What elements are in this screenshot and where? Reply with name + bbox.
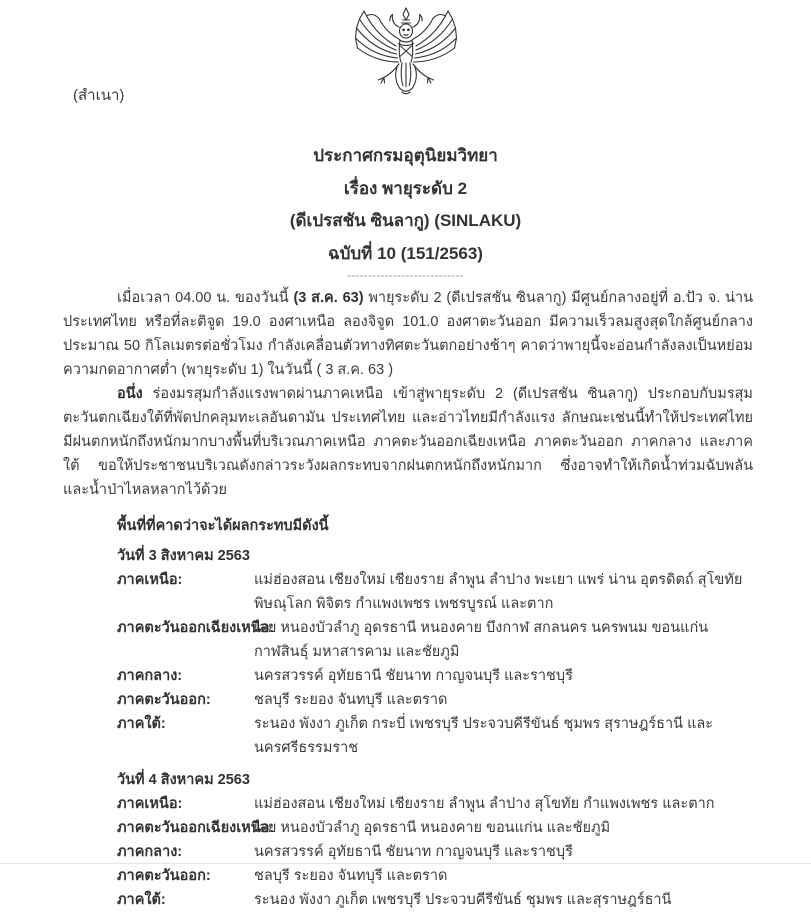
title-line-department: ประกาศกรมอุตุนิยมวิทยา: [313, 146, 498, 165]
region-label-south: ภาคใต้:: [117, 892, 166, 908]
region-provinces-east: ชลบุรี ระยอง จันทบุรี และตราด: [254, 692, 448, 708]
document-body: [63, 286, 753, 912]
impact-areas-heading: พื้นที่ที่คาดว่าจะได้ผลกระทบมีดังนี้: [117, 518, 329, 534]
region-label-east: ภาคตะวันออก:: [117, 868, 211, 884]
region-label-northeast: ภาคตะวันออกเฉียงเหนือ:: [117, 620, 275, 636]
impact-table-aug-3: [117, 568, 753, 760]
region-label-north: ภาคเหนือ:: [117, 572, 183, 588]
region-label-northeast: ภาคตะวันออกเฉียงเหนือ:: [117, 820, 275, 836]
region-label-east: ภาคตะวันออก:: [117, 692, 211, 708]
region-provinces-east: ชลบุรี ระยอง จันทบุรี และตราด: [254, 868, 448, 884]
paragraph-storm-position: [63, 286, 753, 382]
text-segment-bold-date: (3 ส.ค. 63): [293, 290, 364, 306]
region-provinces-north: แม่ฮ่องสอน เชียงใหม่ เชียงราย ลำพูน ลำปาง สุโขทัย กำแพงเพชร และตาก: [254, 796, 715, 812]
date-heading-aug-3: วันที่ 3 สิงหาคม 2563: [117, 548, 250, 564]
date-heading-aug-4: วันที่ 4 สิงหาคม 2563: [117, 772, 250, 788]
title-divider-dashes: ----------------------------: [347, 270, 464, 282]
region-provinces-south: ระนอง พังงา ภูเก็ต กระบี่ เพชรบุรี ประจวบคีรีขันธ์ ชุมพร สุราษฎร์ธานี และนครศรีธรรมราช: [254, 716, 714, 756]
region-provinces-northeast: เลย หนองบัวลำภู อุดรธานี หนองคาย บึงกาฬ สกลนคร นครพนม ขอนแก่น กาฬสินธุ์ มหาสารคาม และชัยภูมิ: [254, 620, 709, 660]
text-segment-bold-lead: อนึ่ง: [117, 386, 143, 402]
region-provinces-central: นครสวรรค์ อุทัยธานี ชัยนาท กาญจนบุรี และราชบุรี: [254, 668, 573, 684]
region-label-central: ภาคกลาง:: [117, 844, 183, 860]
region-label-central: ภาคกลาง:: [117, 668, 183, 684]
text-segment: พายุระดับ 2 (ดีเปรสชัน ซินลากู) มีศูนย์กลางอยู่ที่ อ.ปัว จ. น่าน ประเทศไทย หรือที่ละติจูด 19.0 องศาเหนือ ลองจิจูด 101.0 องศาตะวันออก มีความเร็วลมสูงสุดใกล้ศูนย์กลางประมาณ 50 กิโลเมตรต่อชั่วโมง กำลังเคลื่อนตัวทางทิศตะวันตกอย่างช้าๆ คาดว่าพายุนี้จะอ่อนกำลังลงเป็นหย่อมความกดอากาศต่ำ (พายุระดับ 1) ในวันนี้ ( 3 ส.ค. 63 ): [63, 290, 754, 378]
title-line-storm-name: (ดีเปรสชัน ซินลากู) (SINLAKU): [289, 211, 522, 230]
region-label-south: ภาคใต้:: [117, 716, 166, 732]
region-provinces-central: นครสวรรค์ อุทัยธานี ชัยนาท กาญจนบุรี และราชบุรี: [254, 844, 573, 860]
garuda-emblem-icon: [344, 6, 468, 120]
title-line-subject: เรื่อง พายุระดับ 2: [343, 178, 468, 198]
title-block: [0, 140, 811, 283]
paragraph-monsoon-warning: [63, 382, 753, 502]
region-label-north: ภาคเหนือ:: [117, 796, 183, 812]
text-segment: ร่องมรสุมกำลังแรงพาดผ่านภาคเหนือ เข้าสู่พายุระดับ 2 (ดีเปรสชัน ซินลากู) ประกอบกับมรสุมตะวันตกเฉียงใต้ที่พัดปกคลุมทะเลอันดามัน ประเทศไทย และอ่าวไทยมีกำลังแรง ลักษณะเช่นนี้ทำให้ประเทศไทยมีฝนตกหนักถึงหนักมากบางพื้นที่บริเวณภาคเหนือ ภาคตะวันออกเฉียงเหนือ ภาคตะวันออก ภาคกลาง และภาคใต้ ขอให้ประชาชนบริเวณดังกล่าวระวังผลกระทบจากฝนตกหนักถึงหนักมาก ซึ่งอาจทำให้เกิดน้ำท่วมฉับพลัน และน้ำป่าไหลหลากไว้ด้วย: [63, 386, 753, 498]
copy-label: (สำเนา): [73, 87, 125, 104]
text-segment: เมื่อเวลา 04.00 น. ของวันนี้: [117, 290, 294, 306]
region-provinces-north: แม่ฮ่องสอน เชียงใหม่ เชียงราย ลำพูน ลำปาง พะเยา แพร่ น่าน อุตรดิตถ์ สุโขทัย พิษณุโลก พิจิตร กำแพงเพชร เพชรบูรณ์ และตาก: [254, 572, 743, 612]
title-line-issue-number: ฉบับที่ 10 (151/2563): [328, 243, 483, 263]
region-provinces-northeast: เลย หนองบัวลำภู อุดรธานี หนองคาย ขอนแก่น และชัยภูมิ: [254, 820, 611, 836]
region-provinces-south: ระนอง พังงา ภูเก็ต เพชรบุรี ประจวบคีรีขันธ์ ชุมพร และสุราษฎร์ธานี: [254, 892, 672, 908]
impact-table-aug-4: [117, 792, 753, 912]
page-bottom-divider: [0, 863, 811, 864]
